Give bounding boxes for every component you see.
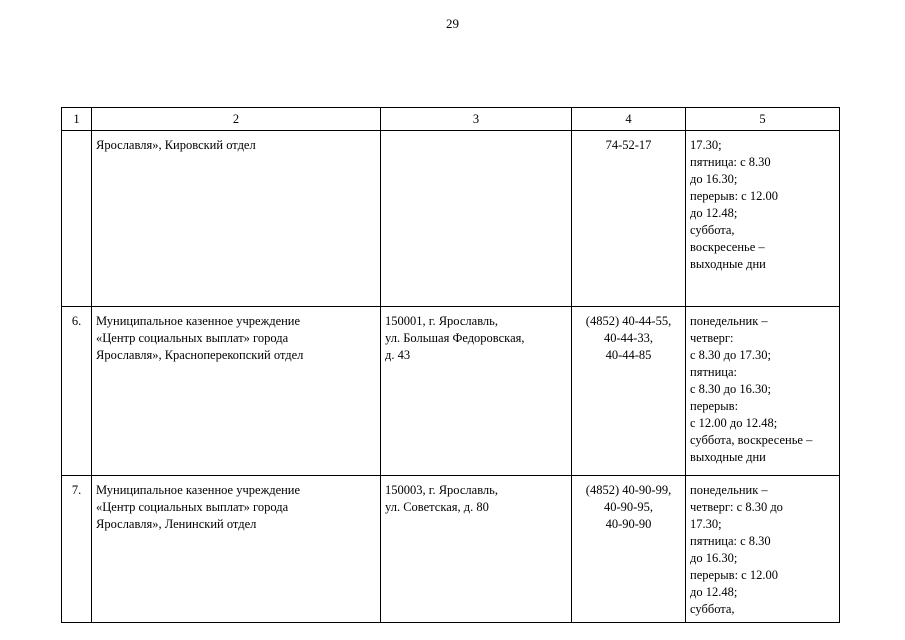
header-col-4: 4: [572, 108, 686, 131]
table-row: [62, 131, 840, 307]
row-number: 6.: [62, 307, 92, 476]
phone: (4852) 40-90-99, 40-90-95, 40-90-90: [572, 476, 686, 623]
header-col-2: 2: [92, 108, 381, 131]
table-row: [62, 476, 840, 623]
working-hours: 17.30; пятница: с 8.30 до 16.30; перерыв: с 12.00 до 12.48; суббота, воскресенье – выходные дни: [686, 131, 840, 307]
row-number: 7.: [62, 476, 92, 623]
phone: 74-52-17: [572, 131, 686, 307]
page-number: 29: [446, 16, 459, 31]
address: 150001, г. Ярославль, ул. Большая Федоровская, д. 43: [381, 307, 572, 476]
phone: (4852) 40-44-55, 40-44-33, 40-44-85: [572, 307, 686, 476]
address: 150003, г. Ярославль, ул. Советская, д. 80: [381, 476, 572, 623]
table-row: [62, 307, 840, 476]
institution-name: Муниципальное казенное учреждение «Центр социальных выплат» города Ярославля», Ленинский отдел: [92, 476, 381, 623]
header-col-5: 5: [686, 108, 840, 131]
header-col-1: 1: [62, 108, 92, 131]
working-hours: понедельник – четверг: с 8.30 до 17.30; пятница: с 8.30 до 16.30; перерыв: с 12.00 до 12.48; суббота, воскресенье – выходные дни: [686, 307, 840, 476]
table-header-row: [62, 108, 840, 131]
address: [381, 131, 572, 307]
institution-name: Муниципальное казенное учреждение «Центр социальных выплат» города Ярославля», Красноперекопский отдел: [92, 307, 381, 476]
working-hours: понедельник – четверг: с 8.30 до 17.30; пятница: с 8.30 до 16.30; перерыв: с 12.00 до 12.48; суббота,: [686, 476, 840, 623]
institution-name: Ярославля», Кировский отдел: [92, 131, 381, 307]
offices-table: [61, 107, 840, 623]
header-col-3: 3: [381, 108, 572, 131]
row-number: [62, 131, 92, 307]
